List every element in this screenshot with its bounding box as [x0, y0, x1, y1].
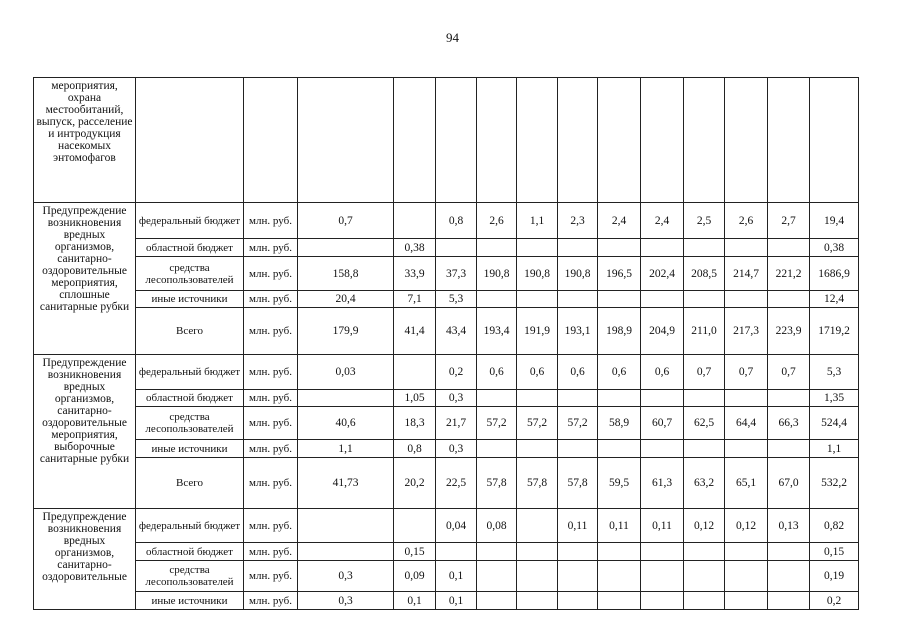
- value-cell: [684, 543, 725, 561]
- value-cell: [298, 239, 394, 257]
- row-description: Предупреждение возникновения вредных организмов, санитарно-оздоровительные мероприятия, сплошные санитарные рубки: [34, 203, 136, 355]
- value-cell: 2,5: [684, 203, 725, 239]
- funding-source: федеральный бюджет: [136, 509, 244, 543]
- value-cell: 202,4: [641, 257, 684, 291]
- value-cell: 1,1: [517, 203, 558, 239]
- value-cell: [394, 78, 436, 203]
- value-cell: 20,4: [298, 291, 394, 308]
- value-cell: 0,19: [810, 561, 859, 592]
- value-cell: [684, 239, 725, 257]
- value-cell: [517, 239, 558, 257]
- value-cell: 2,6: [725, 203, 768, 239]
- value-cell: 37,3: [436, 257, 477, 291]
- value-cell: 0,3: [436, 390, 477, 407]
- value-cell: [684, 561, 725, 592]
- value-cell: 191,9: [517, 308, 558, 355]
- value-cell: [598, 239, 641, 257]
- value-cell: [725, 239, 768, 257]
- value-cell: [477, 291, 517, 308]
- unit-cell: млн. руб.: [244, 407, 298, 440]
- value-cell: [517, 78, 558, 203]
- value-cell: 57,2: [558, 407, 598, 440]
- row-description: мероприятия, охрана местообитаний, выпуск, расселение и интродукция насекомых энтомофагов: [34, 78, 136, 203]
- value-cell: 19,4: [810, 203, 859, 239]
- value-cell: [558, 291, 598, 308]
- value-cell: 214,7: [725, 257, 768, 291]
- table-row: [34, 257, 859, 291]
- value-cell: 0,7: [684, 355, 725, 390]
- value-cell: 58,9: [598, 407, 641, 440]
- value-cell: 0,7: [768, 355, 810, 390]
- value-cell: 0,1: [436, 592, 477, 610]
- value-cell: [641, 561, 684, 592]
- value-cell: [394, 509, 436, 543]
- value-cell: 0,13: [768, 509, 810, 543]
- value-cell: 211,0: [684, 308, 725, 355]
- funding-source: областной бюджет: [136, 239, 244, 257]
- value-cell: [598, 390, 641, 407]
- value-cell: 193,1: [558, 308, 598, 355]
- value-cell: [598, 592, 641, 610]
- value-cell: [768, 592, 810, 610]
- value-cell: [558, 78, 598, 203]
- value-cell: 2,4: [641, 203, 684, 239]
- value-cell: 0,82: [810, 509, 859, 543]
- value-cell: [641, 543, 684, 561]
- value-cell: 2,3: [558, 203, 598, 239]
- value-cell: [558, 239, 598, 257]
- value-cell: 0,7: [298, 203, 394, 239]
- value-cell: 0,12: [684, 509, 725, 543]
- value-cell: 0,7: [725, 355, 768, 390]
- value-cell: 0,2: [436, 355, 477, 390]
- value-cell: 0,04: [436, 509, 477, 543]
- table-row: [34, 291, 859, 308]
- value-cell: 2,7: [768, 203, 810, 239]
- unit-cell: млн. руб.: [244, 308, 298, 355]
- value-cell: [725, 592, 768, 610]
- value-cell: 59,5: [598, 458, 641, 509]
- value-cell: [768, 543, 810, 561]
- value-cell: [641, 291, 684, 308]
- value-cell: 0,3: [298, 561, 394, 592]
- value-cell: [684, 390, 725, 407]
- value-cell: [517, 440, 558, 458]
- funding-source: Всего: [136, 308, 244, 355]
- value-cell: [810, 78, 859, 203]
- unit-cell: млн. руб.: [244, 239, 298, 257]
- value-cell: 1719,2: [810, 308, 859, 355]
- value-cell: 0,12: [725, 509, 768, 543]
- value-cell: [477, 561, 517, 592]
- value-cell: [641, 78, 684, 203]
- value-cell: 0,15: [394, 543, 436, 561]
- value-cell: [725, 78, 768, 203]
- funding-source: областной бюджет: [136, 543, 244, 561]
- value-cell: 20,2: [394, 458, 436, 509]
- value-cell: [558, 543, 598, 561]
- unit-cell: млн. руб.: [244, 390, 298, 407]
- value-cell: 41,73: [298, 458, 394, 509]
- value-cell: 2,4: [598, 203, 641, 239]
- unit-cell: млн. руб.: [244, 458, 298, 509]
- value-cell: 158,8: [298, 257, 394, 291]
- value-cell: [477, 78, 517, 203]
- funding-source: средства лесопользователей: [136, 257, 244, 291]
- value-cell: 0,6: [641, 355, 684, 390]
- funding-source: иные источники: [136, 592, 244, 610]
- value-cell: [641, 390, 684, 407]
- value-cell: 193,4: [477, 308, 517, 355]
- value-cell: 196,5: [598, 257, 641, 291]
- value-cell: [517, 509, 558, 543]
- value-cell: [598, 291, 641, 308]
- unit-cell: млн. руб.: [244, 203, 298, 239]
- funding-source: федеральный бюджет: [136, 203, 244, 239]
- value-cell: 63,2: [684, 458, 725, 509]
- value-cell: [641, 592, 684, 610]
- value-cell: 190,8: [517, 257, 558, 291]
- value-cell: 33,9: [394, 257, 436, 291]
- value-cell: 0,3: [436, 440, 477, 458]
- value-cell: [298, 543, 394, 561]
- value-cell: 1,1: [810, 440, 859, 458]
- value-cell: [725, 291, 768, 308]
- value-cell: 0,3: [298, 592, 394, 610]
- unit-cell: млн. руб.: [244, 355, 298, 390]
- value-cell: 18,3: [394, 407, 436, 440]
- value-cell: [725, 543, 768, 561]
- funding-source: средства лесопользователей: [136, 407, 244, 440]
- row-description: Предупреждение возникновения вредных организмов, санитарно-оздоровительные мероприятия, выборочные санитарные рубки: [34, 355, 136, 509]
- value-cell: [394, 355, 436, 390]
- value-cell: 1686,9: [810, 257, 859, 291]
- value-cell: [558, 561, 598, 592]
- value-cell: 208,5: [684, 257, 725, 291]
- funding-source: Всего: [136, 458, 244, 509]
- value-cell: 524,4: [810, 407, 859, 440]
- table-row: [34, 239, 859, 257]
- value-cell: [768, 440, 810, 458]
- table-row: [34, 440, 859, 458]
- value-cell: 179,9: [298, 308, 394, 355]
- value-cell: [598, 543, 641, 561]
- value-cell: 190,8: [477, 257, 517, 291]
- value-cell: 67,0: [768, 458, 810, 509]
- value-cell: 61,3: [641, 458, 684, 509]
- unit-cell: млн. руб.: [244, 291, 298, 308]
- table-row: [34, 509, 859, 543]
- budget-table: [33, 77, 859, 610]
- value-cell: [298, 78, 394, 203]
- unit-cell: млн. руб.: [244, 592, 298, 610]
- value-cell: 0,38: [810, 239, 859, 257]
- value-cell: [768, 78, 810, 203]
- value-cell: [725, 440, 768, 458]
- value-cell: 0,08: [477, 509, 517, 543]
- value-cell: [477, 543, 517, 561]
- value-cell: [394, 203, 436, 239]
- unit-cell: млн. руб.: [244, 543, 298, 561]
- value-cell: 22,5: [436, 458, 477, 509]
- value-cell: 217,3: [725, 308, 768, 355]
- value-cell: 66,3: [768, 407, 810, 440]
- unit-cell: млн. руб.: [244, 561, 298, 592]
- table-row: [34, 561, 859, 592]
- page-number: 94: [446, 30, 459, 45]
- unit-cell: млн. руб.: [244, 509, 298, 543]
- value-cell: 0,8: [394, 440, 436, 458]
- value-cell: [558, 592, 598, 610]
- value-cell: [436, 543, 477, 561]
- table-row: [34, 458, 859, 509]
- value-cell: [517, 390, 558, 407]
- value-cell: 57,8: [558, 458, 598, 509]
- value-cell: [436, 78, 477, 203]
- table-row: [34, 308, 859, 355]
- value-cell: 65,1: [725, 458, 768, 509]
- value-cell: 0,6: [517, 355, 558, 390]
- value-cell: 0,03: [298, 355, 394, 390]
- value-cell: [517, 561, 558, 592]
- value-cell: 62,5: [684, 407, 725, 440]
- table-row: [34, 407, 859, 440]
- value-cell: 1,35: [810, 390, 859, 407]
- value-cell: [298, 390, 394, 407]
- value-cell: [768, 561, 810, 592]
- value-cell: [598, 561, 641, 592]
- value-cell: [477, 390, 517, 407]
- value-cell: 60,7: [641, 407, 684, 440]
- table-row: [34, 390, 859, 407]
- value-cell: 0,6: [477, 355, 517, 390]
- value-cell: [684, 78, 725, 203]
- value-cell: 1,05: [394, 390, 436, 407]
- funding-source: иные источники: [136, 291, 244, 308]
- funding-source: средства лесопользователей: [136, 561, 244, 592]
- value-cell: 221,2: [768, 257, 810, 291]
- value-cell: [598, 78, 641, 203]
- value-cell: 0,11: [558, 509, 598, 543]
- value-cell: [684, 440, 725, 458]
- value-cell: [517, 543, 558, 561]
- value-cell: 64,4: [725, 407, 768, 440]
- value-cell: [684, 291, 725, 308]
- value-cell: 57,2: [517, 407, 558, 440]
- value-cell: [477, 239, 517, 257]
- value-cell: 5,3: [810, 355, 859, 390]
- table-row: [34, 355, 859, 390]
- value-cell: 5,3: [436, 291, 477, 308]
- value-cell: 12,4: [810, 291, 859, 308]
- funding-source: областной бюджет: [136, 390, 244, 407]
- value-cell: [558, 390, 598, 407]
- value-cell: 57,8: [477, 458, 517, 509]
- value-cell: [598, 440, 641, 458]
- value-cell: 57,8: [517, 458, 558, 509]
- value-cell: 0,6: [558, 355, 598, 390]
- value-cell: [136, 78, 244, 203]
- value-cell: 198,9: [598, 308, 641, 355]
- value-cell: [298, 509, 394, 543]
- value-cell: 21,7: [436, 407, 477, 440]
- unit-cell: млн. руб.: [244, 257, 298, 291]
- value-cell: 0,11: [598, 509, 641, 543]
- table-body: [34, 78, 859, 610]
- value-cell: 532,2: [810, 458, 859, 509]
- value-cell: 41,4: [394, 308, 436, 355]
- value-cell: [436, 239, 477, 257]
- value-cell: [768, 390, 810, 407]
- value-cell: 43,4: [436, 308, 477, 355]
- value-cell: 204,9: [641, 308, 684, 355]
- value-cell: 0,11: [641, 509, 684, 543]
- value-cell: [684, 592, 725, 610]
- value-cell: [244, 78, 298, 203]
- table-row: [34, 78, 859, 203]
- table-row: [34, 543, 859, 561]
- value-cell: 7,1: [394, 291, 436, 308]
- value-cell: [641, 239, 684, 257]
- value-cell: 2,6: [477, 203, 517, 239]
- value-cell: 40,6: [298, 407, 394, 440]
- value-cell: [558, 440, 598, 458]
- value-cell: 190,8: [558, 257, 598, 291]
- value-cell: [477, 440, 517, 458]
- table-row: [34, 592, 859, 610]
- funding-source: федеральный бюджет: [136, 355, 244, 390]
- value-cell: 0,38: [394, 239, 436, 257]
- value-cell: [517, 592, 558, 610]
- value-cell: 57,2: [477, 407, 517, 440]
- value-cell: 0,09: [394, 561, 436, 592]
- unit-cell: млн. руб.: [244, 440, 298, 458]
- value-cell: [641, 440, 684, 458]
- value-cell: [768, 239, 810, 257]
- funding-source: иные источники: [136, 440, 244, 458]
- value-cell: [768, 291, 810, 308]
- value-cell: 1,1: [298, 440, 394, 458]
- value-cell: [725, 390, 768, 407]
- value-cell: 0,1: [394, 592, 436, 610]
- value-cell: 0,1: [436, 561, 477, 592]
- value-cell: [517, 291, 558, 308]
- table-row: [34, 203, 859, 239]
- value-cell: [725, 561, 768, 592]
- row-description: Предупреждение возникновения вредных организмов, санитарно-оздоровительные: [34, 509, 136, 610]
- value-cell: 0,15: [810, 543, 859, 561]
- value-cell: 0,6: [598, 355, 641, 390]
- value-cell: 223,9: [768, 308, 810, 355]
- value-cell: 0,2: [810, 592, 859, 610]
- value-cell: [477, 592, 517, 610]
- value-cell: 0,8: [436, 203, 477, 239]
